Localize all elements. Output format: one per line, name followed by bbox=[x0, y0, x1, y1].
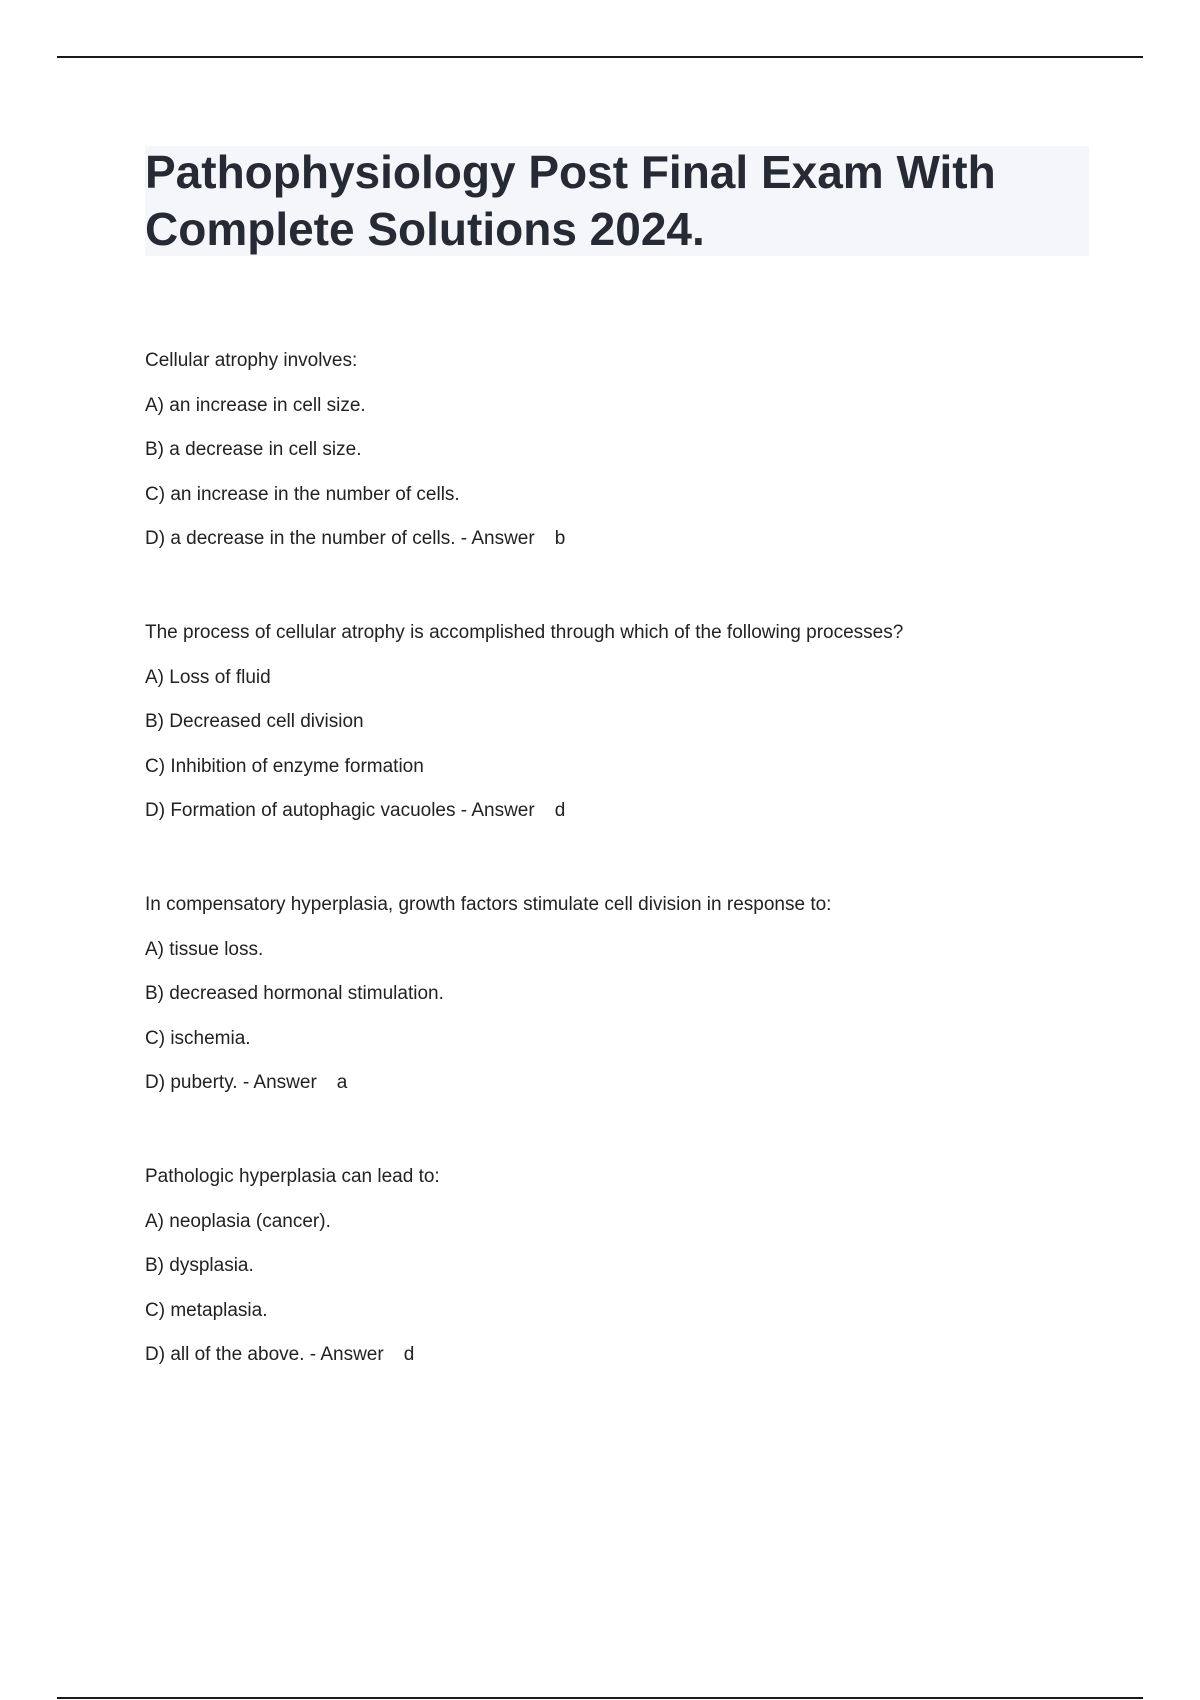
option-b: B) a decrease in cell size. bbox=[145, 439, 362, 461]
answer-label: - Answer bbox=[309, 1344, 384, 1366]
answer-label: - Answer bbox=[242, 1072, 317, 1094]
question-stem: The process of cellular atrophy is accomplished through which of the following processes? bbox=[145, 622, 904, 643]
option-d-with-answer bbox=[145, 1338, 1105, 1383]
option-c: C) Inhibition of enzyme formation bbox=[145, 755, 424, 777]
option-a: A) Loss of fluid bbox=[145, 666, 271, 688]
option-d-with-answer bbox=[145, 522, 1105, 567]
option-b: B) dysplasia. bbox=[145, 1255, 254, 1277]
option-a: A) an increase in cell size. bbox=[145, 394, 366, 416]
option-d-with-answer bbox=[145, 1066, 1105, 1111]
option-a: A) neoplasia (cancer). bbox=[145, 1210, 331, 1232]
answer-value: a bbox=[336, 1072, 348, 1094]
document-title: Pathophysiology Post Final Exam With Complete Solutions 2024. bbox=[145, 146, 996, 255]
title-block bbox=[145, 146, 1089, 256]
answer-value: d bbox=[403, 1344, 415, 1366]
answer-value: b bbox=[554, 528, 566, 550]
top-divider bbox=[57, 56, 1143, 58]
bottom-divider bbox=[57, 1697, 1143, 1699]
option-a: A) tissue loss. bbox=[145, 938, 264, 960]
question-stem: Pathologic hyperplasia can lead to: bbox=[145, 1166, 440, 1187]
option-d: D) Formation of autophagic vacuoles bbox=[145, 800, 456, 822]
question-stem: In compensatory hyperplasia, growth factors stimulate cell division in response to: bbox=[145, 894, 832, 915]
answer-value: d bbox=[554, 800, 566, 822]
option-d: D) all of the above. bbox=[145, 1344, 305, 1366]
option-d-with-answer bbox=[145, 794, 1105, 839]
option-b: B) Decreased cell division bbox=[145, 711, 364, 733]
option-d: D) puberty. bbox=[145, 1072, 238, 1094]
option-d: D) a decrease in the number of cells. bbox=[145, 528, 456, 550]
answer-label: - Answer bbox=[460, 800, 535, 822]
question-stem: Cellular atrophy involves: bbox=[145, 350, 358, 371]
question-list bbox=[145, 344, 1105, 1432]
answer-label: - Answer bbox=[460, 528, 535, 550]
question-1 bbox=[145, 344, 1105, 616]
option-b: B) decreased hormonal stimulation. bbox=[145, 983, 444, 1005]
question-4 bbox=[145, 1160, 1105, 1432]
question-2 bbox=[145, 616, 1105, 888]
option-c: C) metaplasia. bbox=[145, 1299, 268, 1321]
option-c: C) ischemia. bbox=[145, 1027, 251, 1049]
question-3 bbox=[145, 888, 1105, 1160]
option-c: C) an increase in the number of cells. bbox=[145, 483, 460, 505]
